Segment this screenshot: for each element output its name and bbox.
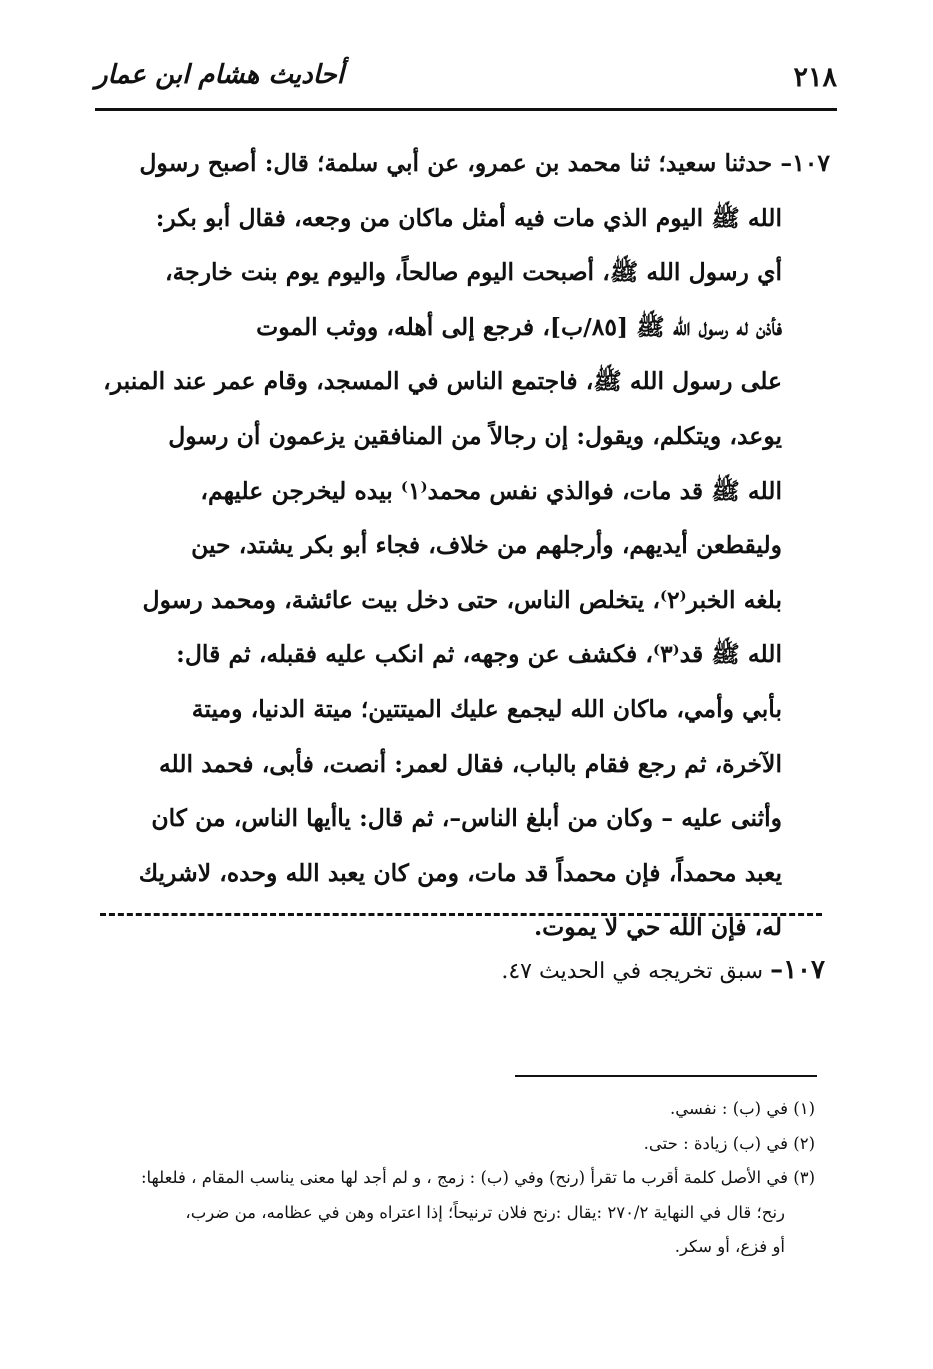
running-title: أحاديث هشام ابن عمار [95,60,344,90]
hadith-line: يعبد محمداً، فإن محمداً قد مات، ومن كان يعبد الله وحده، لاشريك [138,858,782,887]
hadith-line [100,136,830,191]
hadith-line: على رسول الله ﷺ، فاجتمع الناس في المسجد، وقام عمر عند المنبر، [103,367,782,396]
hadith-line: أي رسول الله ﷺ، أصبحت اليوم صالحاً، واليوم يوم بنت خارجة، [164,258,782,287]
footnotes [88,1092,815,1265]
footnote-continuation: أو فزع، أو سكر. [674,1237,785,1257]
hadith-line: له، فإن الله حي لا يموت. [533,913,782,942]
footnote: (٢) في (ب) زيادة : حتى. [643,1133,815,1153]
page-header [95,56,837,104]
footnote: (٣) في الأصل كلمة أقرب ما تقرأ (رنح) وفي (ب) : زمج ، و لم أجد لها معنى يناسب المقام ، فلعلها: [140,1168,815,1188]
hadith-line: الله ﷺ قد⁽٣⁾، فكشف عن وجهه، ثم انكب عليه فقبله، ثم قال: [176,640,782,669]
footnote: (١) في (ب) : نفسي. [670,1099,815,1118]
hadith-line: الله ﷺ اليوم الذي مات فيه أمثل ماكان من وجعه، فقال أبو بكر: [155,203,782,232]
hadith-line: فأذن له رسول الله ﷺ [٨٥/ب]، فرجع إلى أهله، ووثب الموت [256,312,782,341]
footnote-rule [515,1075,817,1077]
hadith-line: بأبي وأمي، ماكان الله ليجمع عليك الميتتين؛ ميتة الدنيا، وميتة [191,694,782,723]
page-number: ٢١٨ [793,62,837,93]
hadith-line: الآخرة، ثم رجع فقام بالباب، فقال لعمر: أنصت، فأبى، فحمد الله [158,749,782,778]
takhrij-text: سبق تخريجه في الحديث ٤٧. [501,959,764,984]
hadith-line: بلغه الخبر⁽٢⁾، يتخلص الناس، حتى دخل بيت عائشة، ومحمد رسول [142,585,782,614]
hadith-line: وأثنى عليه – وكان من أبلغ الناس–، ثم قال: ياأيها الناس، من كان [151,804,782,833]
hadith-line-text: حدثنا سعيد؛ ثنا محمد بن عمرو، عن أبي سلمة؛ قال: أصبح رسول [139,149,773,177]
hadith-line: وليقطعن أيديهم، وأرجلهم من خلاف، فجاء أبو بكر يشتد، حين [191,531,782,560]
hadith-line: يوعد، ويتكلم، ويقول: إن رجالاً من المنافقين يزعمون أن رسول [168,421,782,450]
hadith-number: ١٠٧– [780,149,830,177]
takhrij-note [501,955,825,985]
header-rule [95,108,837,111]
hadith-text [100,136,830,955]
footnote-continuation: رنح؛ قال في النهاية ٢٧٠/٢ :يقال :رنح فلان ترنيحاً؛ إذا اعتراه وهن في عظامه، من ضرب، [185,1202,785,1222]
section-divider [100,913,822,916]
takhrij-number: ١٠٧– [770,955,825,985]
hadith-line: الله ﷺ قد مات، فوالذي نفس محمد⁽١⁾ بيده ليخرجن عليهم، [200,476,782,505]
